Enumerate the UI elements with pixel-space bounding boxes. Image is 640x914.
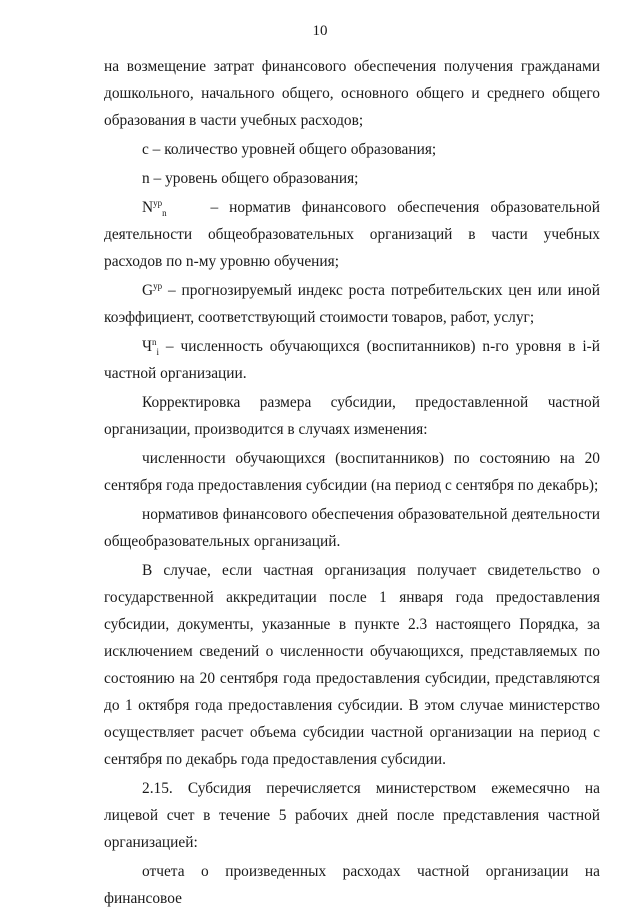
paragraph-3: n – уровень общего образования; <box>142 170 359 187</box>
paragraph-1: на возмещение затрат финансового обеспечения получения гражданами дошкольного, начального общего, основного общего и среднего общего образования в части учебных расходов; <box>104 58 600 129</box>
count-symbol <box>142 333 159 360</box>
index-symbol <box>142 277 162 304</box>
count-symbol-sup: n <box>152 336 157 347</box>
norm-symbol-sub: n <box>162 208 167 219</box>
count-symbol-base: Ч <box>142 338 153 355</box>
norm-symbol <box>142 194 167 221</box>
paragraph-8: численности обучающихся (воспитанников) по состоянию на 20 сентября года предоставления субсидии (на период с сентября по декабрь); <box>104 450 600 494</box>
paragraph-7: Корректировка размера субсидии, предоставленной частной организации, производится в случаях изменения: <box>104 394 600 438</box>
norm-symbol-base: N <box>142 199 154 216</box>
paragraph-2: c – количество уровней общего образования; <box>142 141 437 158</box>
index-symbol-base: G <box>142 282 154 299</box>
paragraph-4-text: – норматив финансового обеспечения образовательной деятельности общеобразовательных организаций в части учебных расходов по n-му уровню обучения; <box>104 199 600 270</box>
paragraph-11: 2.15. Субсидия перечисляется министерством ежемесячно на лицевой счет в течение 5 рабочих дней после представления частной организацией: <box>104 780 600 851</box>
page-number: 10 <box>312 23 328 39</box>
count-symbol-sub: i <box>156 347 160 358</box>
paragraph-10: В случае, если частная организация получает свидетельство о государственной аккредитации после 1 января года предоставления субсидии, документы, указанные в пункте 2.3 настоящего Порядка, за исключением сведений о численности обучающихся, представляемых по состоянию на 20 сентября года предоставления субсидии, представляются до 1 октября года предоставления субсидии. В этом случае министерство осуществляет расчет объема субсидии частной организации на период с сентября по декабрь года предоставления субсидии. <box>104 562 600 768</box>
paragraph-4 <box>104 194 600 275</box>
paragraph-9: нормативов финансового обеспечения образовательной деятельности общеобразовательных организаций. <box>104 506 600 550</box>
paragraph-6 <box>104 333 600 387</box>
paragraph-5 <box>104 277 600 331</box>
paragraph-6-text: – численность обучающихся (воспитанников) n-го уровня в i-й частной организации. <box>104 338 600 382</box>
norm-symbol-sup: ур <box>153 197 163 208</box>
paragraph-5-text: – прогнозируемый индекс роста потребительских цен или иной коэффициент, соответствующий стоимости товаров, работ, услуг; <box>104 282 600 326</box>
paragraph-12: отчета о произведенных расходах частной организации на финансовое <box>104 863 600 907</box>
index-symbol-sup: ур <box>153 280 163 291</box>
document-body <box>104 53 600 914</box>
